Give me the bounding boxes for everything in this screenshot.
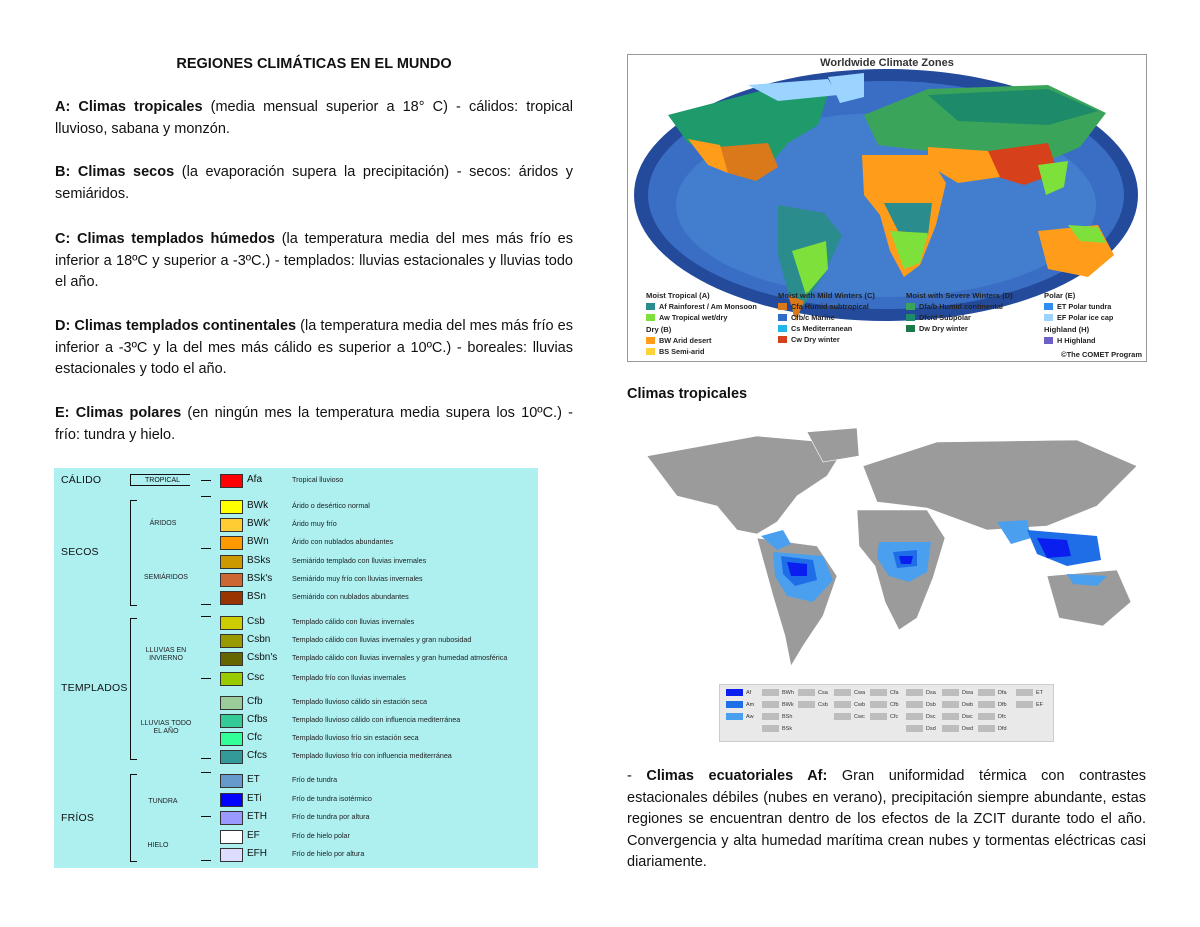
- climate-description: Templado cálido con lluvias invernales: [292, 617, 415, 626]
- climate-swatch: [220, 672, 243, 686]
- climate-swatch: [220, 616, 243, 630]
- climate-description: Templado lluvioso cálido sin estación seca: [292, 697, 428, 706]
- legend-mild-winters: Moist with Mild Winters (C) Cfa Humid subtropical Cfb/c Marine Cs Mediterranean Cw Dry winter: [778, 291, 875, 344]
- climate-code: Cfcs: [247, 750, 267, 761]
- koppen-row: [54, 616, 538, 630]
- climate-swatch: [220, 848, 243, 862]
- section-title-tropical: Climas tropicales: [627, 386, 748, 402]
- tropical-map-legend: [719, 684, 1054, 742]
- climate-description: Semiárido muy frío con lluvias invernales: [292, 574, 423, 583]
- tropical-legend-item: Cwb: [834, 701, 865, 708]
- climate-code: Csbn's: [247, 652, 278, 663]
- climate-swatch: [220, 750, 243, 764]
- climate-code: Csb: [247, 616, 265, 627]
- document-title: REGIONES CLIMÁTICAS EN EL MUNDO: [176, 56, 452, 72]
- climate-code: Afa: [247, 474, 263, 485]
- subgroup-tundra: TUNDRA: [148, 798, 178, 805]
- subgroup-lluvias-todo-el-ano: LLUVIAS TODO EL AÑO: [140, 720, 192, 735]
- paragraph-temperate-humid: C: Climas templados húmedos (la temperatura media del mes más frío es inferior a 18ºC y superior a -3ºC.) - templados: lluvias estacionales y lluvias todo el año.: [55, 231, 573, 290]
- paragraph-ecuatoriales: - Climas ecuatoriales Af: Gran uniformidad térmica con contrastes estacionales débiles (nubes en verano), precipitación siempre abundante, estas regiones se encuentran dentro de los efectos de la ZCIT durante todo el año. Convergencia y alta humedad marítima crean nubes y tormentas eléctricas casi diariamente.: [627, 768, 1147, 870]
- climate-swatch: [220, 591, 243, 605]
- subgroup-hielo: HIELO: [147, 842, 169, 849]
- group-secos: SECOS: [61, 546, 99, 558]
- climate-code: Csbn: [247, 634, 271, 645]
- group-frios: FRÍOS: [61, 812, 95, 824]
- climate-description: Frío de tundra isotérmico: [292, 794, 372, 803]
- tropical-climates-map: [627, 426, 1146, 750]
- koppen-row: [54, 793, 538, 807]
- tropical-legend-item: ET: [1016, 689, 1043, 696]
- koppen-row: [54, 573, 538, 587]
- koppen-row: [54, 555, 538, 569]
- climate-description: Templado cálido con lluvias invernales y gran nubosidad: [292, 635, 472, 644]
- tropical-legend-item: Dsd: [906, 725, 936, 732]
- climate-swatch: [220, 793, 243, 807]
- koppen-row: [54, 634, 538, 648]
- climate-code: ETH: [247, 811, 267, 822]
- tropical-legend-item: Dsb: [906, 701, 936, 708]
- dash-marker: [201, 772, 211, 773]
- koppen-row: [54, 652, 538, 666]
- climate-description: Tropical lluvioso: [292, 475, 344, 484]
- tropical-legend-item: Dfb: [978, 701, 1007, 708]
- climate-swatch: [220, 518, 243, 532]
- climate-description: Frío de hielo por altura: [292, 849, 365, 858]
- climate-description: Frío de hielo polar: [292, 831, 350, 840]
- climate-swatch: [220, 714, 243, 728]
- climate-swatch: [220, 573, 243, 587]
- climate-swatch: [220, 500, 243, 514]
- climate-code: ETi: [247, 793, 262, 804]
- climate-description: Frío de tundra: [292, 775, 338, 784]
- tropical-legend-item: Cfc: [870, 713, 898, 720]
- tropical-legend-item: BSk: [762, 725, 792, 732]
- climate-description: Templado lluvioso frío sin estación seca: [292, 733, 419, 742]
- koppen-row: [54, 714, 538, 728]
- tropical-legend-item: BWk: [762, 701, 794, 708]
- group-calido: CÁLIDO: [61, 474, 102, 486]
- koppen-row: [54, 672, 538, 686]
- koppen-row: [54, 536, 538, 550]
- koppen-row: [54, 474, 538, 488]
- tropical-legend-item: Cfb: [870, 701, 899, 708]
- dash-marker: [201, 496, 211, 497]
- climate-code: BWn: [247, 536, 269, 547]
- climate-code: Cfc: [247, 732, 262, 743]
- worldwide-climate-zones-map: [627, 54, 1147, 362]
- climate-swatch: [220, 811, 243, 825]
- climate-swatch: [220, 652, 243, 666]
- tropical-legend-item: Cwc: [834, 713, 865, 720]
- climate-code: BSks: [247, 555, 271, 566]
- tropical-legend-item: Csa: [798, 689, 828, 696]
- climate-description: Árido muy frío: [292, 519, 337, 528]
- tropical-legend-item: Cwa: [834, 689, 865, 696]
- map-title: Worldwide Climate Zones: [820, 57, 954, 69]
- tropical-legend-item: EF: [1016, 701, 1043, 708]
- climate-code: EF: [247, 830, 260, 841]
- koppen-row: [54, 848, 538, 862]
- climate-swatch: [220, 555, 243, 569]
- climate-code: BSn: [247, 591, 266, 602]
- tropical-legend-item: Af: [726, 689, 751, 696]
- koppen-row: [54, 750, 538, 764]
- climate-swatch: [220, 536, 243, 550]
- legend-moist-tropical: Moist Tropical (A) Af Rainforest / Am Monsoon Aw Tropical wet/dry Dry (B) BW Arid desert BS Semi-arid: [646, 291, 757, 356]
- paragraph-tropical: A: Climas tropicales (media mensual superior a 18° C) - cálidos: tropical lluvioso, sabana y monzón.: [55, 99, 573, 137]
- tropical-map-graphic: [627, 426, 1146, 682]
- legend-polar-highland: Polar (E) ET Polar tundra EF Polar ice cap Highland (H) H Highland: [1044, 291, 1114, 345]
- climate-description: Templado cálido con lluvias invernales y gran humedad atmosférica: [292, 653, 508, 662]
- subgroup-lluvias-invierno: LLUVIAS EN INVIERNO: [145, 647, 187, 662]
- tropical-legend-item: Dfa: [978, 689, 1007, 696]
- tropical-legend-item: Dwb: [942, 701, 973, 708]
- paragraph-dry: B: Climas secos (la evaporación supera la precipitación) - secos: áridos y semiáridos.: [55, 164, 573, 202]
- paragraph-temperate-continental: D: Climas templados continentales (la temperatura media del mes más frío es inferior a -3ºC y la del mes más cálido es superior a 10ºC.) - boreales: lluvias estacionales y todo el año.: [55, 318, 573, 377]
- climate-description: Templado frío con lluvias invernales: [292, 673, 406, 682]
- tropical-legend-item: Csb: [798, 701, 828, 708]
- climate-description: Árido con nublados abundantes: [292, 537, 394, 546]
- tropical-legend-item: Dsc: [906, 713, 935, 720]
- tropical-legend-item: Dwc: [942, 713, 973, 720]
- tropical-legend-item: Dwd: [942, 725, 973, 732]
- subgroup-aridos: ÁRIDOS: [149, 520, 177, 527]
- koppen-row: [54, 696, 538, 710]
- koppen-row: [54, 811, 538, 825]
- climate-swatch: [220, 634, 243, 648]
- climate-swatch: [220, 474, 243, 488]
- koppen-row: [54, 500, 538, 514]
- koppen-classification-table: [54, 468, 538, 868]
- tropical-legend-item: Dfd: [978, 725, 1007, 732]
- climate-code: ET: [247, 774, 260, 785]
- subgroup-semiaridos: SEMIÁRIDOS: [144, 574, 188, 581]
- tropical-legend-item: Dfc: [978, 713, 1006, 720]
- climate-swatch: [220, 830, 243, 844]
- tropical-legend-item: Am: [726, 701, 754, 708]
- group-templados: TEMPLADOS: [61, 682, 128, 694]
- tropical-legend-item: BSh: [762, 713, 792, 720]
- climate-code: BWk': [247, 518, 271, 529]
- climate-code: BWk: [247, 500, 269, 511]
- tropical-legend-item: Cfa: [870, 689, 899, 696]
- legend-severe-winters: Moist with Severe Winters (D) Dfa/b Humid continental Dfc/d Subpolar Dw Dry winter: [906, 291, 1013, 333]
- climate-swatch: [220, 696, 243, 710]
- tropical-legend-item: BWh: [762, 689, 794, 696]
- koppen-row: [54, 774, 538, 788]
- climate-description: Frío de tundra por altura: [292, 812, 370, 821]
- koppen-row: [54, 830, 538, 844]
- tropical-legend-item: Dwa: [942, 689, 973, 696]
- climate-description: Templado lluvioso frío con influencia mediterránea: [292, 751, 452, 760]
- climate-code: Cfbs: [247, 714, 268, 725]
- climate-description: Semiárido templado con lluvias invernales: [292, 556, 427, 565]
- koppen-row: [54, 732, 538, 746]
- climate-code: Csc: [247, 672, 265, 683]
- tropical-legend-item: Dsa: [906, 689, 936, 696]
- climate-code: Cfb: [247, 696, 263, 707]
- paragraph-polar: E: Climas polares (en ningún mes la temperatura media supera los 10ºC.) - frío: tundra y hielo.: [55, 405, 573, 443]
- climate-description: Semiárido con nublados abundantes: [292, 592, 409, 601]
- climate-code: EFH: [247, 848, 267, 859]
- map-credit: ©The COMET Program: [1061, 350, 1142, 359]
- climate-code: BSk's: [247, 573, 273, 584]
- climate-description: Templado lluvioso cálido con influencia mediterránea: [292, 715, 461, 724]
- subgroup-tropical: TROPICAL: [130, 474, 190, 486]
- climate-description: Árido o desértico normal: [292, 501, 370, 510]
- koppen-row: [54, 591, 538, 605]
- koppen-row: [54, 518, 538, 532]
- climate-swatch: [220, 774, 243, 788]
- tropical-legend-item: Aw: [726, 713, 754, 720]
- climate-swatch: [220, 732, 243, 746]
